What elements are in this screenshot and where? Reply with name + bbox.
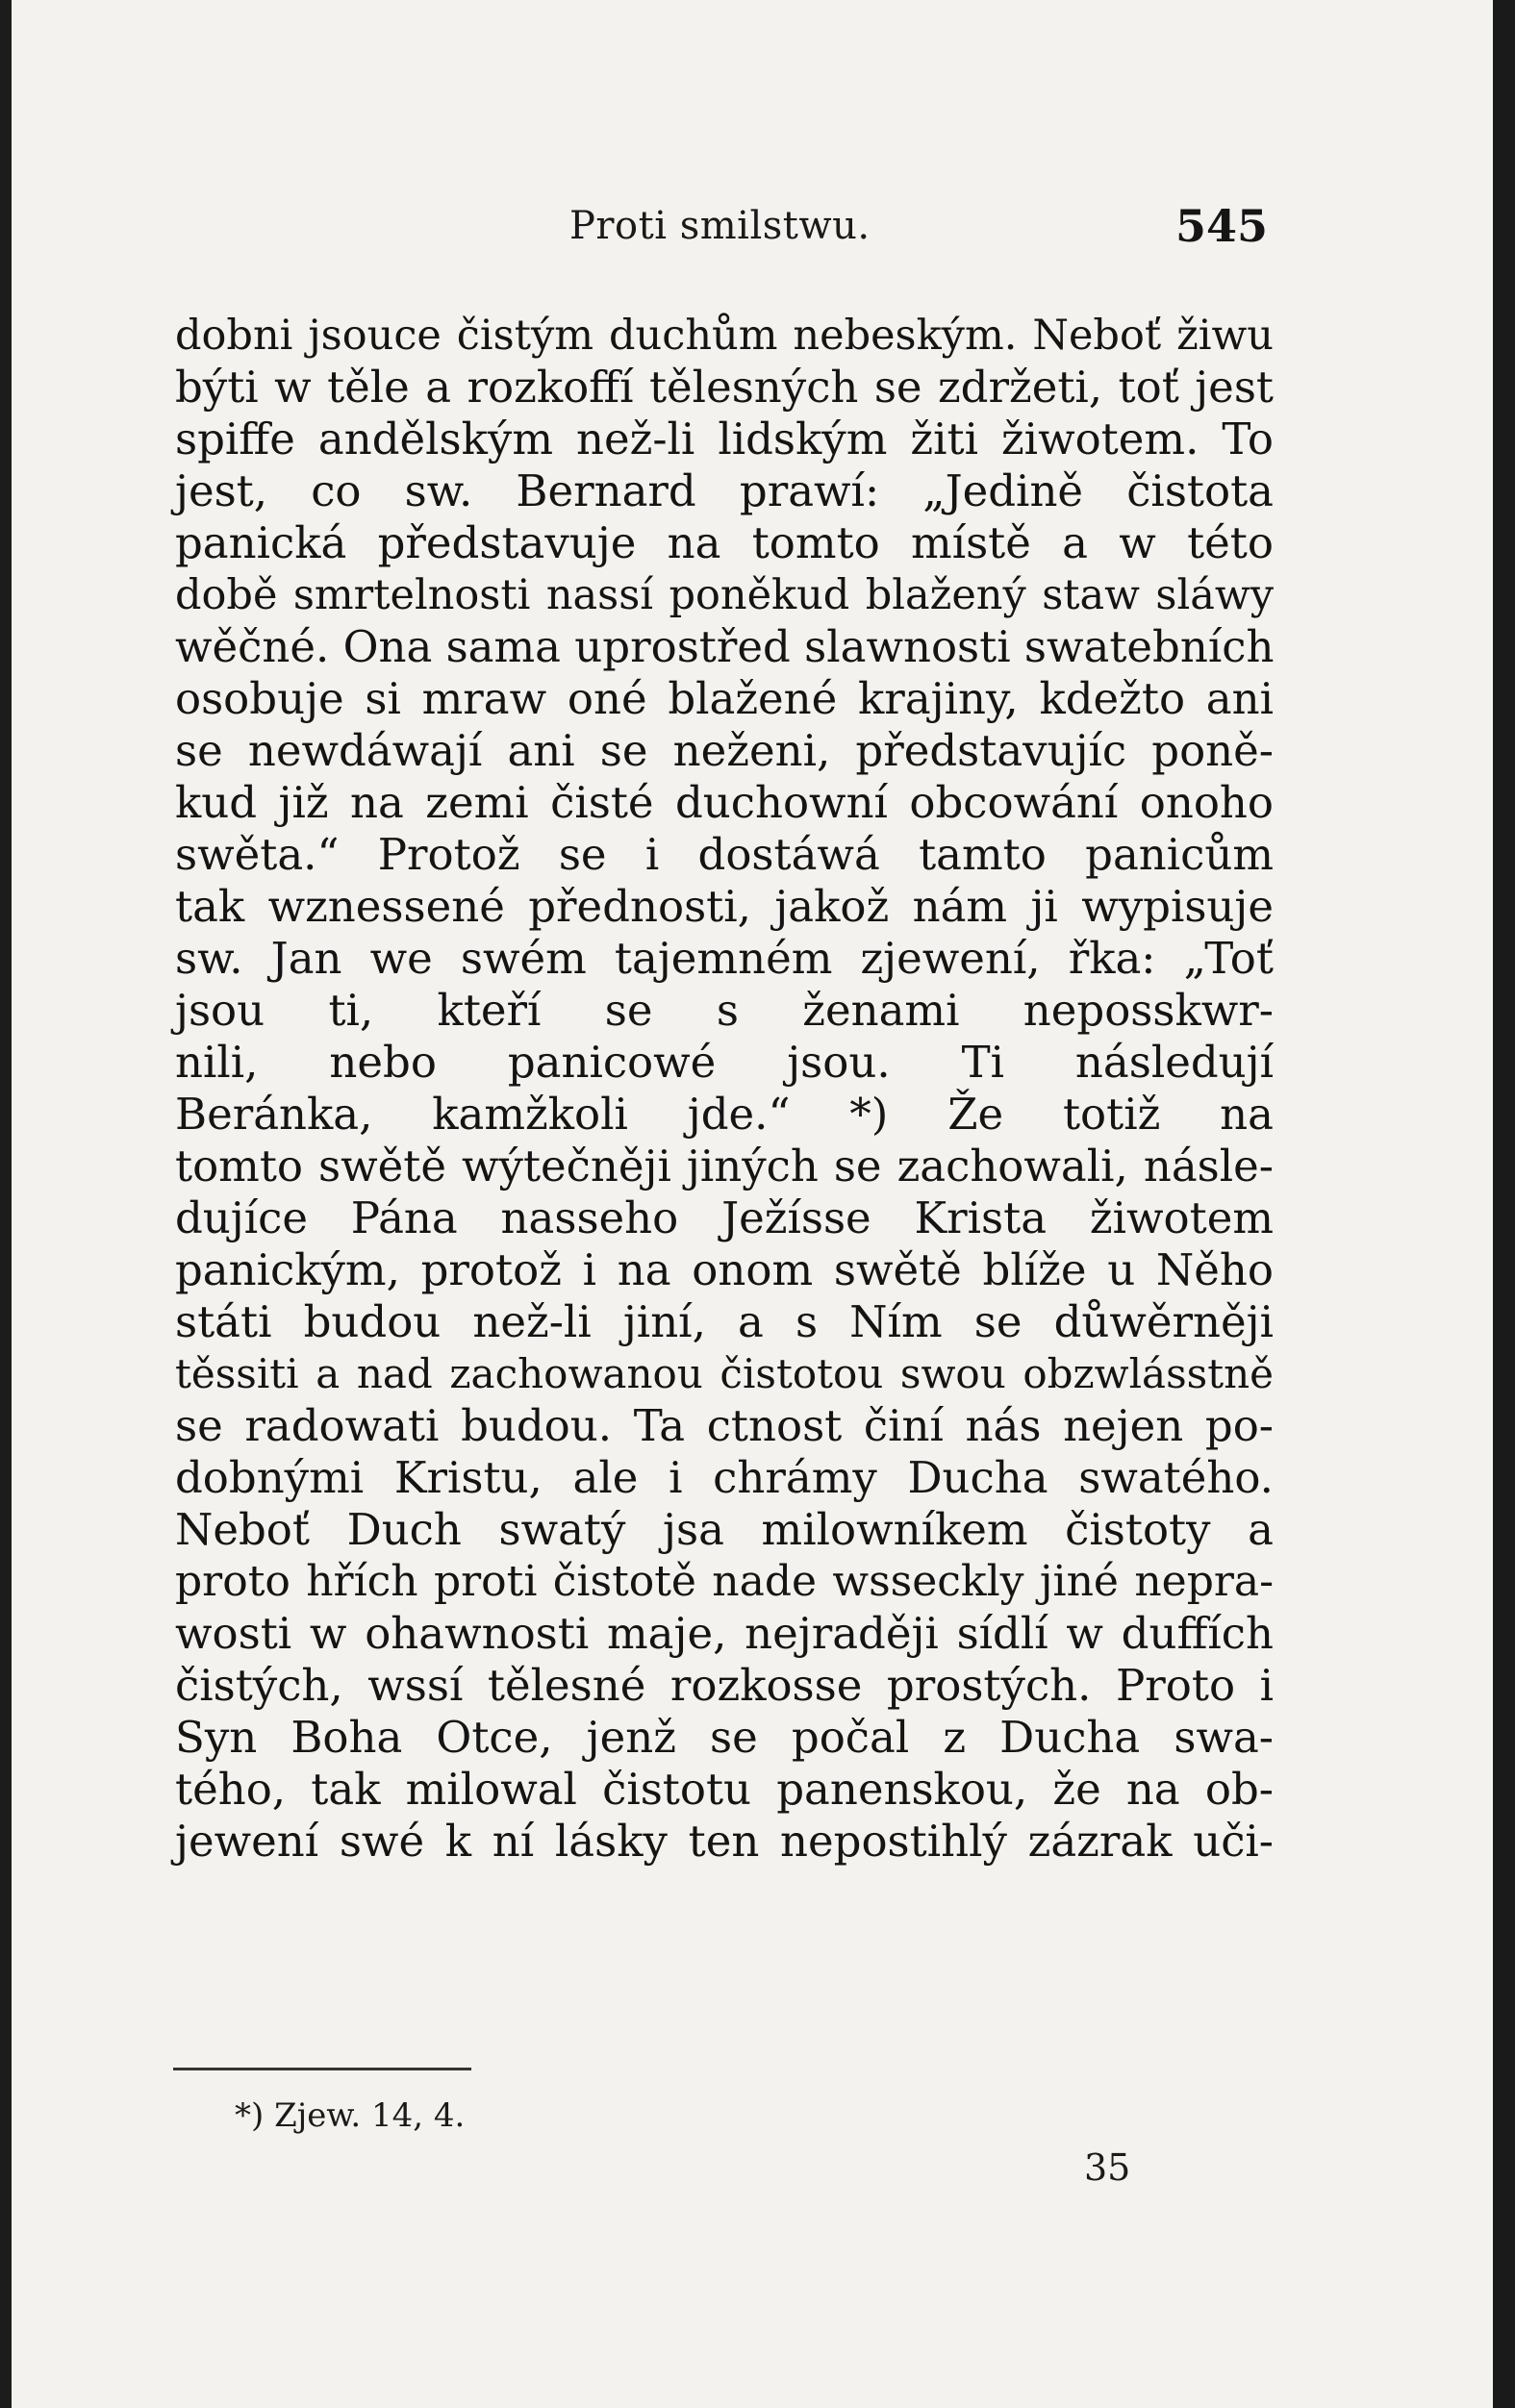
- text-line: tého, tak milowal čistotu panenskou, že na ob-: [175, 1764, 1274, 1815]
- text-line: Beránka, kamžkoli jde.“ *) Že totiž na: [175, 1089, 1274, 1140]
- text-line: panickým, protož i na onom swětě blíže u Něho: [175, 1244, 1274, 1295]
- scan-edge: [1494, 0, 1515, 2408]
- body-text: [175, 310, 1274, 1868]
- running-title: Proti smilstwu.: [569, 204, 871, 248]
- text-line: wěčné. Ona sama uprostřed slawnosti swatebních: [175, 621, 1275, 672]
- text-line: panická představuje na tomto místě a w této: [175, 517, 1274, 568]
- text-line: kud již na zemi čisté duchowní obcowání onoho: [175, 777, 1274, 828]
- text-line: nili, nebo panicowé jsou. Ti následují: [175, 1037, 1274, 1088]
- page-number: 545: [1175, 200, 1269, 252]
- signature-mark: 35: [1084, 2146, 1131, 2189]
- text-line: býti w těle a rozkoffí tělesných se zdržeti, toť jest: [175, 362, 1274, 413]
- text-line: Neboť Duch swatý jsa milowníkem čistoty a: [175, 1504, 1274, 1555]
- text-line: státi budou než-li jiní, a s Ním se důwěrněji: [175, 1296, 1274, 1347]
- text-line: se radowati budou. Ta ctnost činí nás nejen po-: [175, 1400, 1274, 1451]
- text-line: tomto swětě wýtečněji jiných se zachowali, násle-: [175, 1141, 1274, 1191]
- text-line: jsou ti, kteří se s ženami neposskwr-: [175, 985, 1274, 1036]
- text-line: spiffe andělským než-li lidským žiti žiwotem. To: [175, 414, 1274, 464]
- text-line: sw. Jan we swém tajemném zjewení, řka: „Toť: [175, 933, 1274, 984]
- text-line: dujíce Pána nasseho Ježísse Krista žiwotem: [175, 1192, 1274, 1243]
- text-line: těssiti a nad zachowanou čistotou swou obzwlásstně: [175, 1350, 1274, 1397]
- text-line: wosti w ohawnosti maje, nejraději sídlí w duffích: [175, 1608, 1274, 1659]
- text-line: dobnými Kristu, ale i chrámy Ducha swatého.: [175, 1452, 1274, 1503]
- text-line: osobuje si mraw oné blažené krajiny, kdežto ani: [175, 673, 1274, 724]
- footnote-rule: [173, 2068, 471, 2070]
- text-line: dobni jsouce čistým duchům nebeským. Neboť žiwu: [175, 312, 1274, 360]
- footnote: *) Zjew. 14, 4.: [235, 2096, 466, 2135]
- text-line: tak wznessené přednosti, jakož nám ji wypisuje: [175, 881, 1274, 932]
- page-header: [12, 200, 1493, 262]
- text-line: době smrtelnosti nassí poněkud blažený staw sláwy: [175, 571, 1274, 619]
- text-line: čistých, wssí tělesné rozkosse prostých. Proto i: [175, 1660, 1274, 1711]
- text-line: Syn Boha Otce, jenž se počal z Ducha swa-: [175, 1712, 1274, 1763]
- text-line: swěta.“ Protož se i dostáwá tamto panicům: [175, 829, 1274, 880]
- text-line: proto hřích proti čistotě nade wsseckly jiné nepra-: [175, 1557, 1274, 1606]
- text-line: se newdáwají ani se neženi, představujíc poně-: [175, 725, 1274, 776]
- book-page: [12, 0, 1493, 2408]
- text-line: jewení swé k ní lásky ten nepostihlý zázrak uči-: [175, 1816, 1274, 1867]
- text-line: jest, co sw. Bernard prawí: „Jedině čistota: [175, 465, 1274, 516]
